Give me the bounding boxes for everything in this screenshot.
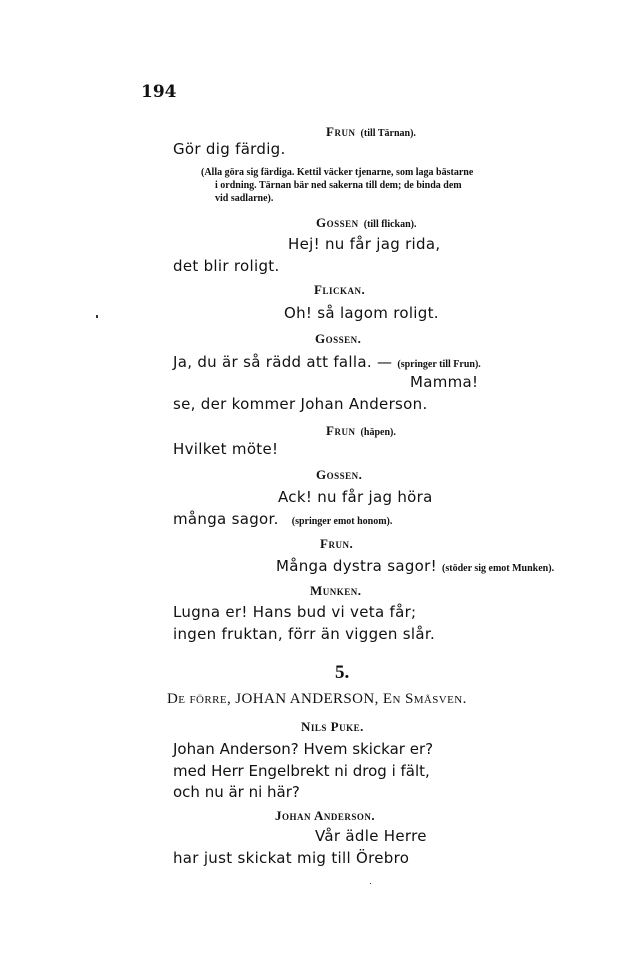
speaker-name: Frun. <box>320 536 354 551</box>
speaker-name: Frun <box>326 124 356 139</box>
speaker-name: Gossen. <box>315 331 362 346</box>
verse-line: se, der kommer Johan Anderson. <box>173 395 428 413</box>
verse-line: Lugna er! Hans bud vi veta får; <box>173 603 417 621</box>
stage-direction: (springer till Frun). <box>397 359 481 370</box>
speaker-name: Munken. <box>310 583 362 598</box>
stage-direction: (till flickan). <box>363 219 417 230</box>
page-number: 194 <box>141 82 177 102</box>
verse-line <box>173 352 481 371</box>
verse-line: Johan Anderson? Hvem skickar er? <box>173 740 434 758</box>
ink-mark <box>370 883 371 884</box>
verse-line <box>173 509 392 528</box>
scene-number: 5. <box>335 662 350 683</box>
verse-line: det blir roligt. <box>173 257 280 275</box>
verse-line: Hvilket möte! <box>173 440 279 458</box>
speaker-line <box>326 420 396 439</box>
stage-direction: (till Tärnan). <box>360 128 416 139</box>
verse-line: Mamma! <box>410 373 479 391</box>
stage-direction: (häpen). <box>360 427 396 438</box>
ink-mark <box>96 315 98 318</box>
verse-line: Gör dig färdig. <box>173 140 286 158</box>
verse-line: Vår ädle Herre <box>315 827 427 845</box>
scene-characters: De förre, JOHAN ANDERSON, En Småsven. <box>167 691 467 707</box>
speaker-line <box>316 212 417 231</box>
verse-text: Många dystra sagor! <box>276 557 437 575</box>
verse-line: har just skickat mig till Örebro <box>173 849 410 867</box>
verse-line: Oh! så lagom roligt. <box>284 304 439 322</box>
verse-text: Ja, du är så rädd att falla. — <box>173 353 393 371</box>
stage-direction: (springer emot honom). <box>291 516 393 527</box>
stage-direction: (stöder sig emot Munken). <box>442 563 555 574</box>
stage-direction: i ordning. Tärnan bär ned sakerna till dem; de binda dem <box>215 180 462 191</box>
speaker-name: Frun <box>326 423 356 438</box>
stage-direction: (Alla göra sig färdiga. Kettil väcker tjenarne, som laga bästarne <box>201 167 474 178</box>
speaker-name: Flickan. <box>314 282 366 297</box>
speaker-name: Johan Anderson. <box>275 808 376 823</box>
verse-line: med Herr Engelbrekt ni drog i fält, <box>173 762 430 780</box>
speaker-name: Nils Puke. <box>301 719 364 734</box>
speaker-name: Gossen. <box>316 467 363 482</box>
verse-line: ingen fruktan, förr än viggen slår. <box>173 625 436 643</box>
verse-line <box>276 556 554 575</box>
verse-line: Hej! nu får jag rida, <box>288 235 441 253</box>
verse-text: många sagor. <box>173 510 279 528</box>
speaker-name: Gossen <box>316 215 359 230</box>
speaker-line <box>326 121 416 140</box>
verse-line: Ack! nu får jag höra <box>278 488 433 506</box>
stage-direction: vid sadlarne). <box>215 193 274 204</box>
verse-line: och nu är ni här? <box>173 783 300 801</box>
